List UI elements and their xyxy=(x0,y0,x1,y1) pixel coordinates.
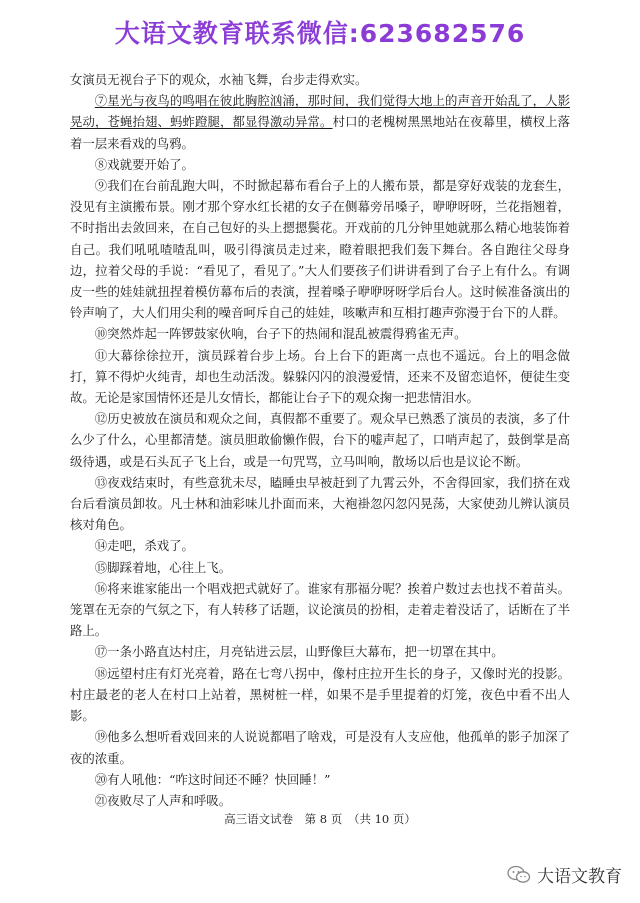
paragraph-p13 xyxy=(70,472,570,536)
paragraph-text: ⑲他多么想听看戏回来的人说说都唱了啥戏，可是没有人支应他，他孤单的影子加深了夜的浓重。 xyxy=(70,729,570,766)
paragraph-text: ⑫历史被放在演员和观众之间，真假都不重要了。观众早已熟悉了演员的表演，多了什么少了什么，心里都清楚。演员胆敢偷懒作假，台下的嘘声起了，口哨声起了，鼓倒掌是高级待遇，或是石头瓦子飞上台，或是一句咒骂，立马叫响，散场以后也是议论不断。 xyxy=(70,411,570,469)
paragraph-p11 xyxy=(70,345,570,409)
page-footer: 高三语文试卷 第 8 页 （共 10 页） xyxy=(224,812,416,826)
paragraph-text: ⑨我们在台前乱跑大叫，不时掀起幕布看台子上的人搬布景，都是穿好戏装的龙套生，没见有主演搬布景。刚才那个穿水红长裙的女子在侧幕旁吊嗓子，咿咿呀呀，兰花指翘着，不时指出去敛回来，在自己包好的头上摁摁鬓花。开戏前的几分钟里她就那么精心地装饰着自己。我们吼吼喳喳乱叫，吸引得演员走过来，瞪着眼把我们轰下舞台。各自跑往父母身边，拉着父母的手说：“看见了，看见了。”大人们要孩子们讲讲看到了台子上有什么。有调皮一些的娃娃就扭捏着模仿幕布后的表演，捏着嗓子咿咿呀呀学后台人。这时候准备演出的铃声响了，大人们用尖利的噪音呵斥自己的娃娃，咳嗽声和互相打趣声弥漫于台下的人群。 xyxy=(70,178,570,321)
paragraph-p10 xyxy=(70,323,570,344)
paragraph-p9 xyxy=(70,175,570,323)
paragraph-text: ⑳有人吼他：“咋这时间还不睡？快回睡！” xyxy=(94,771,331,787)
paragraph-p15 xyxy=(70,557,570,578)
paragraph-text: ⑧戏就要开始了。 xyxy=(94,156,194,172)
paragraph-text: ⑱远望村庄有灯光亮着，路在七弯八拐中，像村庄拉开生长的身子，又像时光的投影。村庄最老的老人在村口上站着，黑树桩一样，如果不是手里提着的灯笼，夜色中看不出人影。 xyxy=(70,665,570,724)
watermark xyxy=(507,862,622,887)
paragraph-p21 xyxy=(70,790,570,811)
paragraph-text: 女演员无视台子下的观众，水袖飞舞，台步走得欢实。 xyxy=(70,72,368,87)
watermark-text: 大语文教育 xyxy=(537,867,622,887)
paragraph-p7 xyxy=(70,90,570,154)
paragraph-text: ⑮脚踩着地，心往上飞。 xyxy=(94,559,232,575)
paragraph-text: ⑬夜戏结束时，有些意犹未尽，瞌睡虫早被赶到了九霄云外，不舍得回家，我们挤在戏台后看演员卸妆。凡士林和油彩味儿扑面而来，大袍褂忽闪忽闪晃荡，大家使劲儿辨认演员核对角色。 xyxy=(70,474,570,533)
paragraph-p17 xyxy=(70,641,570,662)
underlined-text: ⑦星光与夜鸟的鸣唱在彼此胸腔汹涌，那时间，我们觉得大地上的声音开始乱了，人影晃动，苍蝇抬翅、蚂蚱蹬腿，都显得激动异常。 xyxy=(70,93,570,130)
paragraph-p8 xyxy=(70,154,570,175)
paragraph-p12 xyxy=(70,408,570,472)
paragraph-p14 xyxy=(70,535,570,556)
paragraph-p18 xyxy=(70,663,570,727)
exam-passage xyxy=(70,69,570,811)
paragraph-text: ⑯将来谁家能出一个唱戏把式就好了。谁家有那福分呢？挨着户数过去也找不着苗头。笼罩在无奈的气氛之下，有人转移了话题，议论演员的扮相，走着走着没话了，话断在了半路上。 xyxy=(70,580,570,639)
paragraph-text: ⑪大幕徐徐拉开，演员踩着台步上场。台上台下的距离一点也不遥远。台上的唱念做打，算不得炉火纯青，却也生动活泼。躲躲闪闪的浪漫爱情，还来不及留恋追怀，便徒生变故。无论是家国情怀还是儿女情长，都能让台子下的观众掬一把悲情泪水。 xyxy=(70,347,570,406)
paragraph-p16 xyxy=(70,578,570,642)
paragraph-p19 xyxy=(70,726,570,768)
paragraph-p20 xyxy=(70,769,570,790)
paragraph-p0 xyxy=(70,69,570,90)
paragraph-text: ⑭走吧，杀戏了。 xyxy=(94,538,194,554)
paragraph-text: ⑰一条小路直达村庄，月亮钻进云层，山野像巨大幕布，把一切罩在其中。 xyxy=(94,644,504,660)
paragraph-text: ㉑夜败尽了人声和呼吸。 xyxy=(94,792,232,808)
wechat-logo-icon xyxy=(507,865,531,885)
paragraph-text: 村口的老槐树黑黑地站在夜幕里，横杈上落着一层来看戏的鸟鸦。 xyxy=(70,114,571,151)
contact-banner: 大语文教育联系微信:623682576 xyxy=(114,19,526,48)
paragraph-text: ⑩突然炸起一阵锣鼓家伙响，台子下的热闹和混乱被震得鸦雀无声。 xyxy=(94,326,467,342)
